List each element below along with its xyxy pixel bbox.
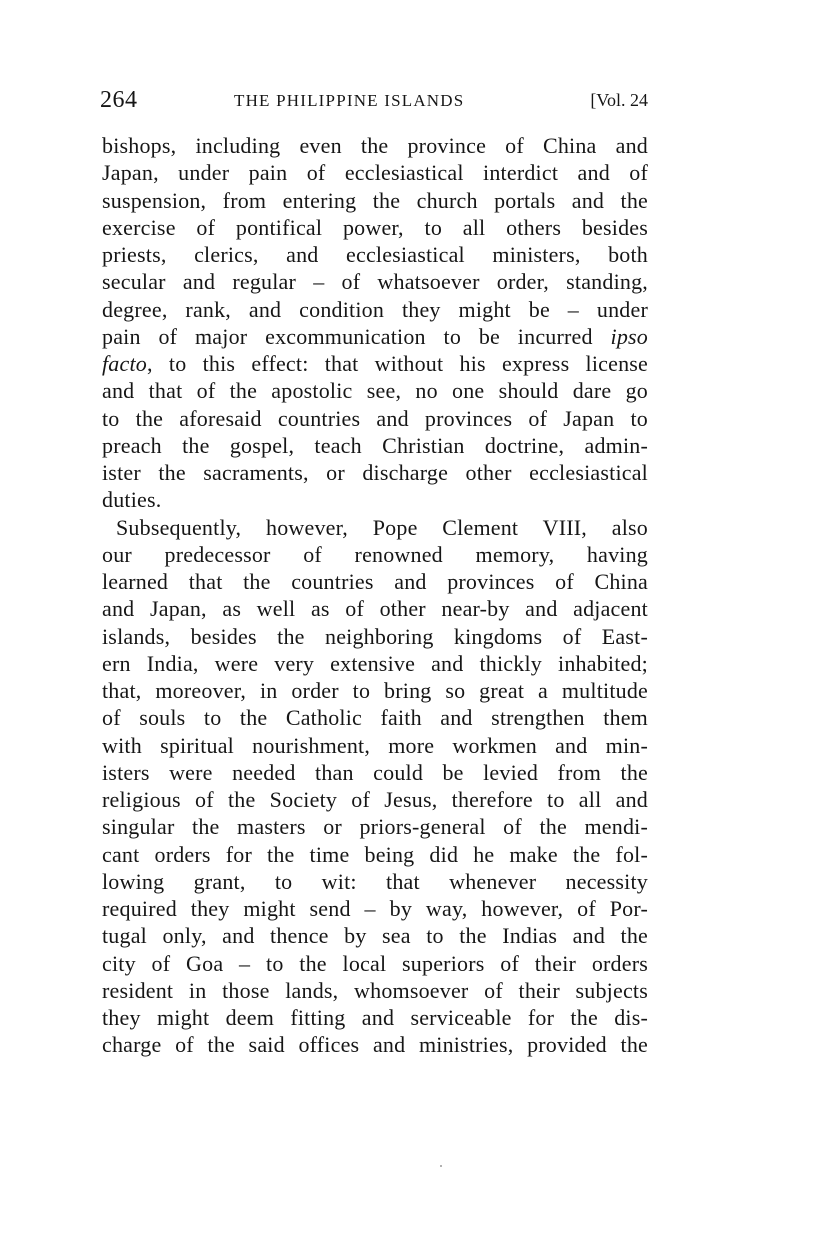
text-line: charge of the said offices and ministries, provided the: [102, 1032, 648, 1058]
text-line: to the aforesaid countries and provinces of Japan to: [102, 405, 648, 431]
text-line: islands, besides the neighboring kingdoms of East-: [102, 623, 648, 649]
text-line: degree, rank, and condition they might be – under: [102, 296, 648, 322]
text-line: our predecessor of renowned memory, having: [102, 541, 648, 567]
text-line: suspension, from entering the church portals and the: [102, 187, 648, 213]
text-line: duties.: [102, 487, 162, 513]
text-line: with spiritual nourishment, more workmen and min-: [102, 732, 648, 758]
running-head: [100, 86, 648, 114]
text-fragment: , to this effect: that without his express license: [147, 351, 648, 376]
print-speck: [440, 1165, 442, 1167]
text-line: singular the masters or priors-general of the mendi-: [102, 814, 648, 840]
text-line: preach the gospel, teach Christian doctrine, admin-: [102, 432, 648, 458]
text-line: bishops, including even the province of China and: [102, 133, 648, 158]
text-line: priests, clerics, and ecclesiastical ministers, both: [102, 242, 648, 267]
text-line: of souls to the Catholic faith and strengthen them: [102, 705, 648, 731]
text-line: [102, 323, 648, 350]
text-line: they might deem fitting and serviceable for the dis-: [102, 1005, 648, 1030]
text-line: that, moreover, in order to bring so great a multitude: [102, 678, 648, 703]
text-line: Japan, under pain of ecclesiastical interdict and of: [102, 160, 648, 186]
body-text: [102, 132, 648, 1059]
text-line: lowing grant, to wit: that whenever necessity: [102, 868, 648, 894]
page-number: 264: [100, 87, 138, 113]
book-title: THE PHILIPPINE ISLANDS: [234, 91, 465, 110]
text-line: religious of the Society of Jesus, therefore to all and: [102, 787, 648, 812]
text-line: secular and regular – of whatsoever order, standing,: [102, 269, 648, 295]
latin-term: ipso: [610, 323, 648, 349]
text-line: and Japan, as well as of other near-by and adjacent: [102, 596, 648, 622]
text-line: ern India, were very extensive and thickly inhabited;: [102, 650, 648, 676]
text-line: [102, 350, 648, 377]
latin-term: facto: [102, 351, 147, 376]
text-fragment: pain of major excommunication to be incurred: [102, 323, 593, 349]
text-line: isters were needed than could be levied from the: [102, 759, 648, 785]
text-line: resident in those lands, whomsoever of their subjects: [102, 977, 648, 1003]
text-line: cant orders for the time being did he make the fol-: [102, 841, 648, 867]
volume-label: [Vol. 24: [590, 90, 648, 110]
text-line: city of Goa – to the local superiors of their orders: [102, 950, 648, 976]
text-line: Subsequently, however, Pope Clement VIII, also: [116, 514, 648, 540]
text-line: required they might send – by way, however, of Por-: [102, 896, 648, 921]
text-line: exercise of pontifical power, to all others besides: [102, 214, 648, 240]
text-line: tugal only, and thence by sea to the Indias and the: [102, 923, 648, 949]
text-line: ister the sacraments, or discharge other ecclesiastical: [102, 460, 648, 485]
text-line: learned that the countries and provinces of China: [102, 569, 648, 594]
text-line: and that of the apostolic see, no one should dare go: [102, 378, 648, 404]
